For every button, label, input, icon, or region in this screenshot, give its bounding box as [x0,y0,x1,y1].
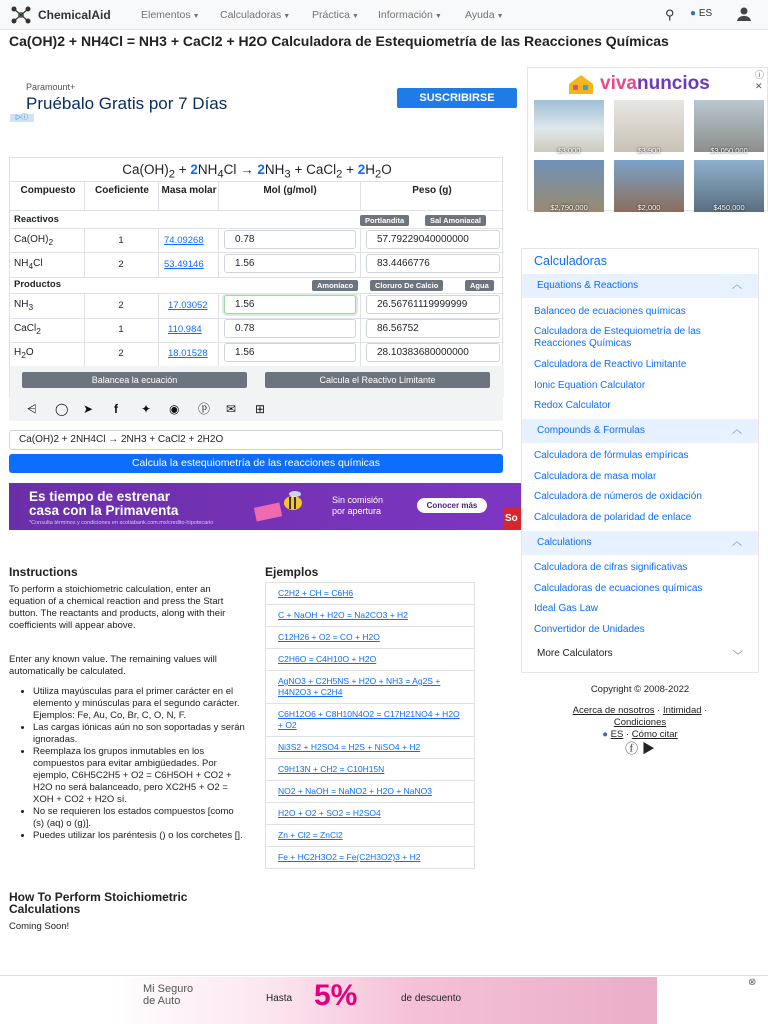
sidebar-item[interactable]: Calculadora de Estequiometría de las Reacciones Químicas [534,326,701,349]
chemicalaid-logo[interactable] [10,5,32,25]
divider [84,228,85,277]
header-mol: Mol (g/mol) [263,185,317,196]
tag-agua[interactable]: Agua [465,280,494,291]
banner-cta-button[interactable]: Conocer más [417,498,487,513]
list-item: • Utiliza mayúsculas para el primer carácter en el elemento y minúsculas para el segundo carácter. Ejemplos: Fe, Au, Co, Br, C, O, N, F. [33,686,245,722]
weight-input[interactable]: 28.10383680000000 [366,343,500,362]
weight-input[interactable]: 26.56761119999999 [366,295,500,314]
more-calculators-toggle[interactable]: More Calculators ﹀ [537,648,743,662]
navbar [0,0,768,30]
menu-elementos[interactable]: Elementos ▼ [141,9,200,21]
divider [360,182,361,210]
compound-name: $NH_4Cl$ [14,258,43,271]
compound-name: $NH_3$ [14,299,34,312]
youtube-icon[interactable]: ▶ [641,741,655,756]
listing-price: $3,900 [637,146,661,155]
sidebar-item[interactable]: Ideal Gas Law [534,603,598,614]
tag-portlandita[interactable]: Portlandita [360,215,409,226]
list-item: • Reemplaza los grupos inmutables en los compuestos para evitar ambigüedades. Por ejemplo, C6H5C2H5 + O2 = C6H5OH + CO2 + H2O no será balanceado, pero XC2H5 + O2 = XOH + CO2 + H2O sí. [33,746,245,806]
example-link[interactable]: Ni3S2 + H2SO4 = H2S + NiSO4 + H2 [265,737,475,759]
weight-input[interactable]: 86.56752 [366,319,500,338]
examples-list [265,582,475,869]
menu-calculadoras[interactable]: Calculadoras ▼ [220,9,291,21]
menu-ayuda[interactable]: Ayuda ▼ [465,9,504,21]
sidebar-item[interactable]: Calculadora de masa molar [534,471,657,482]
banner-fine-print: *Consulta términos y condiciones en scotiabank.com.mx/credito-hipotecario [29,520,214,526]
examples-heading: Ejemplos [265,565,319,579]
chevron-down-icon: ▼ [283,13,291,20]
list-item: • No se requieren los estados compuestos [como (s) (aq) o (g)]. [33,806,245,830]
example-link[interactable]: C6H12O6 + C8H10N4O2 = C17H21NO4 + H2O + O2 [265,704,475,737]
cite-link[interactable]: Cómo citar [631,729,678,740]
ad-close-icon[interactable]: ⓘ ✕ [755,70,765,91]
sidebar-item[interactable]: Ionic Equation Calculator [534,380,646,391]
about-link[interactable]: Acerca de nosotros [572,705,655,716]
example-link[interactable]: C2H6O = C4H10O + H2O [265,649,475,671]
sidebar-item[interactable]: Calculadora de polaridad de enlace [534,512,692,523]
list-item: • Puedes utilizar los paréntesis () o los corchetes []. [33,830,245,842]
banner-side-text: Sin comisión por apertura [332,495,384,516]
divider [84,293,85,366]
listing-photo[interactable] [534,100,604,152]
chevron-down-icon: ▼ [351,13,359,20]
example-link[interactable]: NO2 + NaOH = NaNO2 + H2O + NaNO3 [265,781,475,803]
example-link[interactable]: Zn + Cl2 = ZnCl2 [265,825,475,847]
divider [360,228,361,277]
twitter-icon[interactable]: ✦ [141,402,152,416]
paramount-ad[interactable] [10,76,518,122]
coefficient: 1 [118,324,124,335]
ad-text: de descuento [401,993,462,1004]
example-link[interactable]: C12H26 + O2 = CO + H2O [265,627,475,649]
instructions-paragraph: To perform a stoichiometric calculation, enter an equation of a chemical reaction and press the Start button. The reactants and products, along with their coefficients will appear above. [9,584,226,631]
section-calculations[interactable]: Calculations ︿ [522,531,758,555]
globe-icon: ● [602,729,609,740]
listing-photo[interactable] [694,100,764,152]
chevron-up-icon: ︿ [732,280,742,291]
divider [218,182,219,210]
divider [10,210,504,211]
sidebar-item[interactable]: Calculadora de cifras significativas [534,562,688,573]
balanced-equation: $Ca(OH)_2 + 2NH_4Cl \to 2NH_3$ + CaCl$_2$ + $2H_2O$ [10,158,504,182]
banner-headline: Es tiempo de estrenar casa con la Primaventa [29,489,179,518]
reddit-icon[interactable]: ◉ [169,402,180,416]
tag-amoniaco[interactable]: Amoníaco [312,280,358,291]
tag-sal-amoniacal[interactable]: Sal Amoniacal [425,215,486,226]
coefficient: 2 [118,348,124,359]
example-link[interactable]: C2H2 + CH = C6H6 [265,583,475,605]
equation-input[interactable]: Ca(OH)2 + 2NH4Cl → 2NH3 + CaCl2 + 2H2O [9,430,503,450]
instructions-paragraph: Enter any known value. The remaining values will automatically be calculated. [9,654,217,677]
instructions-list [33,686,245,842]
adchoices-icon[interactable]: ▷ⓘ [10,114,34,122]
sidebar-item[interactable]: Calculadora de fórmulas empíricas [534,450,689,461]
listing-photo[interactable] [614,100,684,152]
chevron-down-icon: ﹀ [733,651,743,662]
section-compounds-formulas[interactable]: Compounds & Formulas ︿ [522,419,758,443]
globe-icon: ● [690,8,697,19]
conditions-link[interactable]: Condiciones [613,717,667,728]
example-link[interactable]: Fe + HC2H3O2 = Fe(C2H3O2)3 + H2 [265,847,475,869]
listing-price: $2,790,000 [550,203,588,212]
sidebar-item[interactable]: Calculadora de Reactivo Limitante [534,359,687,370]
search-icon[interactable]: ⚲ [665,7,675,22]
language-selector[interactable]: ● ES [690,8,713,19]
divider [84,182,85,210]
divider [218,228,219,277]
share-bar [9,397,503,421]
compound-name: $H_2O$ [14,347,34,360]
house-logo-icon [566,73,596,95]
molar-mass-link[interactable]: 74.09268 [164,235,204,246]
chevron-up-icon: ︿ [732,537,742,548]
divider [10,277,504,278]
ad-discount: 5% [314,979,358,1012]
email-icon[interactable]: ✉ [226,402,237,416]
pinterest-icon[interactable]: ⓟ [198,402,211,416]
chevron-down-icon: ▼ [192,13,200,20]
listing-price: $450,000 [713,203,745,212]
whatsapp-icon[interactable]: ◯ [55,402,69,416]
ad-source: Paramount+ [26,82,76,92]
divider [360,293,361,366]
weight-input[interactable]: 83.4466776 [366,254,500,273]
ad-text: Hasta [266,993,293,1004]
bee-illustration-icon [251,489,311,525]
divider [158,293,159,366]
listing-price: $3,000 [557,146,581,155]
page-title: Ca(OH)2 + NH4Cl = NH3 + CaCl2 + H2O Calculadora de Estequiometría de las Reacciones Químicas [9,33,669,49]
ad-headline: Pruébalo Gratis por 7 Días [26,94,228,113]
chevron-down-icon: ▼ [434,13,442,20]
products-label: Productos [14,279,61,290]
molar-mass-link[interactable]: 17.03052 [168,300,208,311]
divider [218,293,219,366]
vivanuncios-ad[interactable] [527,67,768,211]
section-equations-reactions[interactable]: Equations & Reactions ︿ [522,274,758,298]
example-link[interactable]: C + NaOH + H2O = Na2CO3 + H2 [265,605,475,627]
insurance-bottom-ad[interactable] [111,977,657,1024]
compound-name: CaCl$_2$ [14,323,41,336]
example-link[interactable]: H2O + O2 + SO2 = H2SO4 [265,803,475,825]
scotiabank-banner-ad[interactable] [9,483,521,530]
stoichiometry-table [9,157,503,421]
language-link[interactable]: ES [610,729,624,740]
header-weight: Peso (g) [412,185,452,196]
subscribe-button[interactable]: SUSCRIBIRSE [397,88,517,108]
header-coefficient: Coeficiente [95,185,149,196]
copyright: Copyright © 2008-2022 [590,684,690,695]
share-icon[interactable]: ⩤ [27,402,37,416]
instructions-heading: Instructions [9,565,78,579]
ad-brand: Mi Seguro de Auto [143,983,194,1007]
molar-mass-link[interactable]: 18.01528 [168,348,208,359]
menu-practica[interactable]: Práctica ▼ [312,9,359,21]
calculators-sidebar [521,248,759,673]
balance-equation-button[interactable]: Balancea la ecuación [22,372,247,388]
weight-input[interactable]: 57.79229040000000 [366,230,500,249]
molar-mass-link[interactable]: 110.984 [168,324,202,335]
coefficient: 1 [118,235,124,246]
sidebar-title: Calculadoras [534,254,607,268]
user-icon[interactable] [736,6,752,22]
vivanuncios-logo: vivanuncios [600,73,710,94]
compound-name: $Ca(OH)_2$ [14,234,54,247]
reactants-label: Reactivos [14,214,59,225]
add-share-icon[interactable]: ⊞ [255,402,266,416]
listing-price: $2,000 [637,203,661,212]
divider [0,975,768,976]
list-item: • Las cargas iónicas aún no son soportadas y serán ignoradas. [33,722,245,746]
sidebar-item[interactable]: Redox Calculator [534,400,611,411]
facebook-icon[interactable]: f [114,402,118,416]
header-molar-mass: Masa molar [161,185,217,196]
coming-soon-text: Coming Soon! [9,921,70,932]
coefficient: 2 [118,300,124,311]
example-link[interactable]: AgNO3 + C2H5NS + H2O + NH3 = Ag2S + H4N2O3 + C2H4 [265,671,475,704]
mol-input[interactable]: 0.78 [224,319,356,338]
sidebar-item[interactable]: Convertidor de Unidades [534,624,645,635]
footer: Copyright © 2008-2022 Acerca de nosotros · Intimidad · Condiciones ● ES · Cómo citar ⓕ ▶ [521,684,759,755]
sidebar-item[interactable]: Calculadoras de ecuaciones químicas [534,583,703,594]
example-link[interactable]: C9H13N + CH2 = C10H15N [265,759,475,781]
divider [158,182,159,210]
mol-input[interactable]: 0.78 [224,230,356,249]
sidebar-item[interactable]: Calculadora de números de oxidación [534,491,702,502]
molar-mass-link[interactable]: 53.49146 [164,259,204,270]
listing-price: $3,050,000 [710,146,748,155]
divider [158,228,159,277]
mol-input[interactable]: 1.56 [224,343,356,362]
close-icon[interactable]: ⊗ [748,977,757,988]
mol-input[interactable]: 1.56 [224,295,356,314]
facebook-icon[interactable]: ⓕ [625,741,639,756]
menu-informacion[interactable]: Información ▼ [378,9,442,21]
sidebar-item[interactable]: Balanceo de ecuaciones químicas [534,306,686,317]
privacy-link[interactable]: Intimidad [662,705,702,716]
chevron-up-icon: ︿ [732,425,742,436]
limiting-reagent-button[interactable]: Calcula el Reactivo Limitante [265,372,490,388]
mol-input[interactable]: 1.56 [224,254,356,273]
coefficient: 2 [118,259,124,270]
brand-name[interactable]: ChemicalAid [38,8,111,22]
telegram-icon[interactable]: ➤ [83,402,94,416]
banner-logo-fragment: So [503,507,521,530]
calculate-button[interactable]: Calcula la estequiometría de las reacciones químicas [9,454,503,473]
how-to-heading: How To Perform Stoichiometric Calculations [9,890,188,916]
tag-cloruro-de-calcio[interactable]: Cloruro De Calcio [370,280,443,291]
header-compound: Compuesto [20,185,76,196]
chevron-down-icon: ▼ [496,13,504,20]
